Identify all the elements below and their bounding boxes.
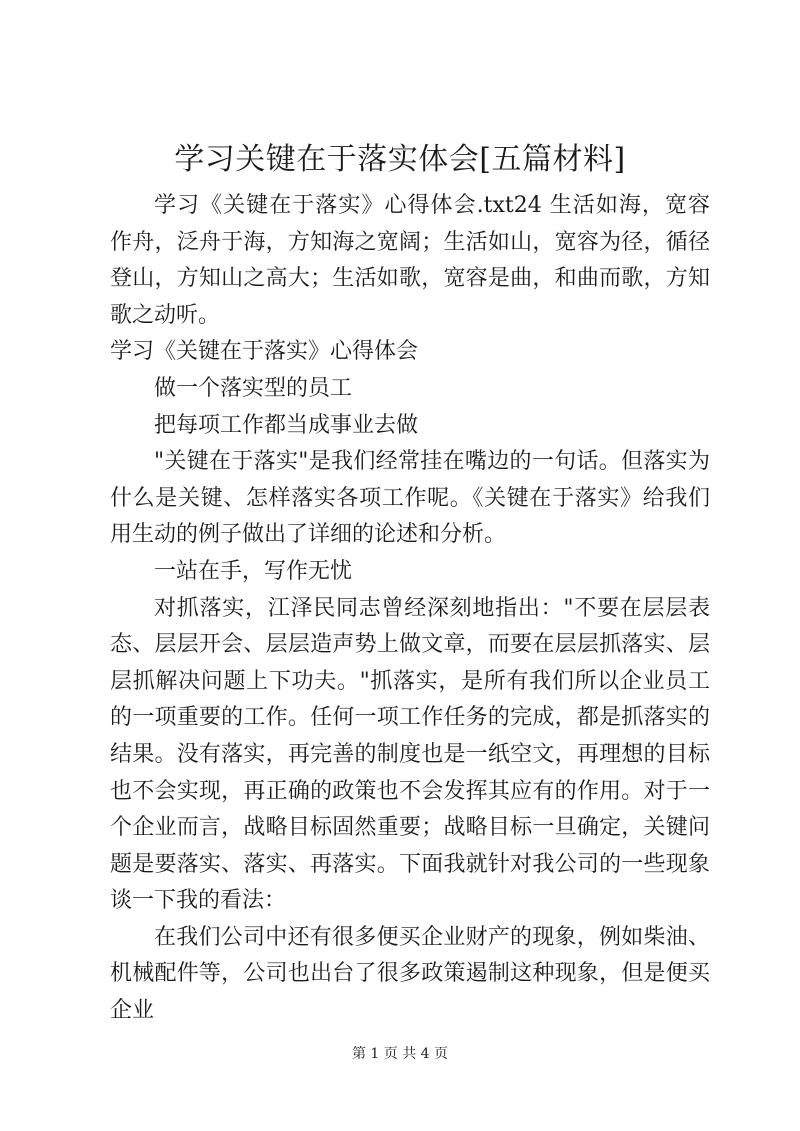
paragraph: 学习《关键在于落实》心得体会.txt24 生活如海，宽容作舟，泛舟于海，方知海之宽阔；生活如山，宽容为径，循径登山，方知山之高大；生活如歌，宽容是曲，和曲而歌，方知歌之动听。 xyxy=(110,193,710,328)
paragraph: "关键在于落实"是我们经常挂在嘴边的一句话。但落实为什么是关键、怎样落实各项工作呢。《关键在于落实》给我们用生动的例子做出了详细的论述和分析。 xyxy=(110,449,710,548)
paragraph: 学习《关键在于落实》心得体会 xyxy=(110,339,419,365)
page-footer: 第 1 页 共 4 页 xyxy=(351,1046,449,1062)
document-title: 学习关键在于落实体会[五篇材料] xyxy=(174,142,626,177)
paragraph: 把每项工作都当成事业去做 xyxy=(154,412,419,438)
paragraph: 一站在手，写作无忧 xyxy=(154,558,353,584)
document-body xyxy=(110,188,710,1030)
paragraph: 做一个落实型的员工 xyxy=(154,375,353,401)
paragraph: 在我们公司中还有很多便买企业财产的现象，例如柴油、机械配件等，公司也出台了很多政策遏制这种现象，但是便买企业 xyxy=(110,924,710,1024)
paragraph: 对抓落实，江泽民同志曾经深刻地指出："不要在层层表态、层层开会、层层造声势上做文章，而要在层层抓落实、层层抓解决问题上下功夫。"抓落实，是所有我们所以企业员工的一项重要的工作。任何一项工作任务的完成，都是抓落实的结果。没有落实，再完善的制度也是一纸空文，再理想的目标也不会实现，再正确的政策也不会发挥其应有的作用。对于一个企业而言，战略目标固然重要；战略目标一旦确定，关键问题是要落实、落实、再落实。下面我就针对我公司的一些现象谈一下我的看法： xyxy=(110,595,710,914)
